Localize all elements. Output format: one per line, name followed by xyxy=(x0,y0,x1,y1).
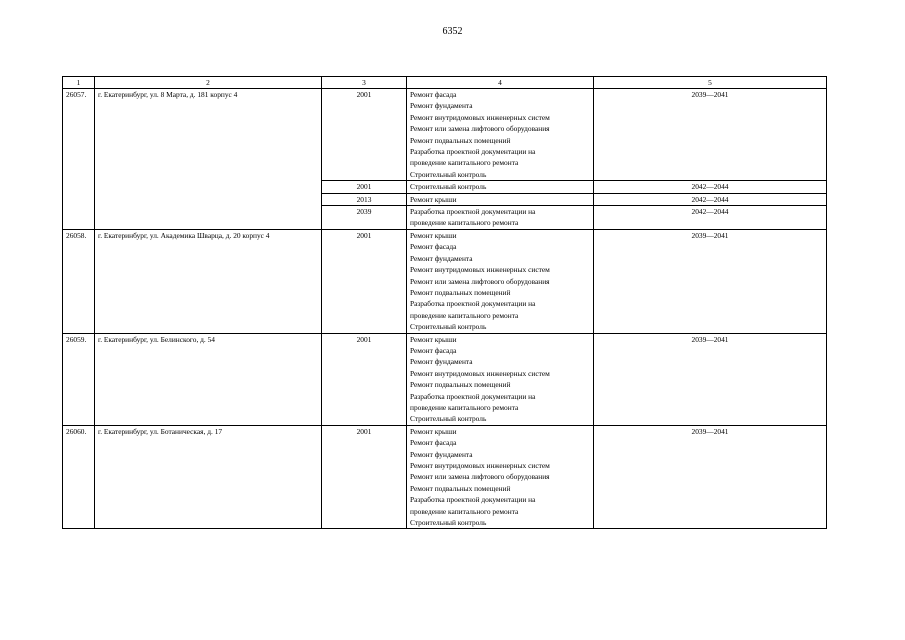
works-cell xyxy=(407,229,594,333)
header-cell-4: 4 xyxy=(407,77,594,89)
works-cell xyxy=(407,181,594,193)
work-item: Ремонт внутридомовых инженерных систем xyxy=(410,265,550,275)
work-item: Ремонт фасада xyxy=(410,438,457,448)
work-item: проведение капитального ремонта xyxy=(410,158,519,168)
table-header-row xyxy=(63,77,827,89)
table-row xyxy=(63,333,827,425)
capital-repair-table xyxy=(62,76,827,529)
work-item: Разработка проектной документации на xyxy=(410,207,536,217)
work-item: Ремонт внутридомовых инженерных систем xyxy=(410,112,550,122)
work-item: Ремонт внутридомовых инженерных систем xyxy=(410,461,550,470)
period-cell: 2042—2044 xyxy=(594,206,827,230)
work-item: Разработка проектной документации на xyxy=(410,391,536,401)
period-cell: 2042—2044 xyxy=(594,193,827,205)
table-row xyxy=(63,229,827,333)
year-cell: 2001 xyxy=(322,181,407,193)
year-cell: 2001 xyxy=(322,89,407,181)
work-item: Строительный контроль xyxy=(410,322,487,332)
table-row xyxy=(63,89,827,181)
address-cell: г. Екатеринбург, ул. Белинского, д. 54 xyxy=(95,333,322,425)
address-cell: г. Екатеринбург, ул. Академика Шварца, д. 20 корпус 4 xyxy=(95,229,322,333)
work-item: проведение капитального ремонта xyxy=(410,218,519,228)
work-item: проведение капитального ремонта xyxy=(410,506,519,516)
row-number: 26057. xyxy=(63,89,95,230)
table-body xyxy=(63,77,827,529)
work-item: Ремонт фундамента xyxy=(410,101,473,111)
works-cell xyxy=(407,333,594,425)
work-item: проведение капитального ремонта xyxy=(410,402,519,412)
work-item: Ремонт фундамента xyxy=(410,449,473,459)
year-cell: 2013 xyxy=(322,193,407,205)
work-item: Строительный контроль xyxy=(410,518,487,528)
period-cell: 2039—2041 xyxy=(594,89,827,181)
period-cell: 2039—2041 xyxy=(594,333,827,425)
work-item: Ремонт подвальных помещений xyxy=(410,483,511,493)
period-cell: 2039—2041 xyxy=(594,425,827,529)
header-cell-3: 3 xyxy=(322,77,407,89)
work-item: Ремонт внутридомовых инженерных систем xyxy=(410,368,550,378)
work-item: Разработка проектной документации на xyxy=(410,299,536,309)
header-cell-2: 2 xyxy=(95,77,322,89)
address-cell: г. Екатеринбург, ул. Ботаническая, д. 17 xyxy=(95,425,322,529)
works-cell xyxy=(407,89,594,181)
work-item: Ремонт подвальных помещений xyxy=(410,135,511,145)
work-item: Ремонт фундамента xyxy=(410,357,473,367)
row-number: 26060. xyxy=(63,425,95,529)
year-cell: 2001 xyxy=(322,425,407,529)
work-item: проведение капитального ремонта xyxy=(410,310,519,320)
work-item: Строительный контроль xyxy=(410,169,487,179)
work-item: Ремонт фасада xyxy=(410,345,457,355)
period-cell: 2039—2041 xyxy=(594,229,827,333)
header-cell-1: 1 xyxy=(63,77,95,89)
year-cell: 2001 xyxy=(322,229,407,333)
year-cell: 2001 xyxy=(322,333,407,425)
work-item: Строительный контроль xyxy=(410,182,487,192)
work-item: Ремонт крыши xyxy=(410,194,457,204)
work-item: Ремонт крыши xyxy=(410,230,457,240)
work-item: Строительный контроль xyxy=(410,414,487,424)
work-item: Разработка проектной документации на xyxy=(410,495,536,505)
work-item: Ремонт крыши xyxy=(410,426,457,436)
work-item: Ремонт подвальных помещений xyxy=(410,380,511,390)
work-item: Ремонт фасада xyxy=(410,90,457,99)
row-number: 26058. xyxy=(63,229,95,333)
work-item: Разработка проектной документации на xyxy=(410,147,536,157)
address-cell: г. Екатеринбург, ул. 8 Марта, д. 181 корпус 4 xyxy=(95,89,322,230)
work-item: Ремонт крыши xyxy=(410,334,457,344)
year-cell: 2039 xyxy=(322,206,407,230)
work-item: Ремонт или замена лифтового оборудования xyxy=(410,124,550,134)
works-cell xyxy=(407,193,594,205)
work-item: Ремонт фасада xyxy=(410,242,457,252)
row-number: 26059. xyxy=(63,333,95,425)
work-item: Ремонт фундамента xyxy=(410,253,473,263)
work-item: Ремонт или замена лифтового оборудования xyxy=(410,276,550,286)
table-row xyxy=(63,425,827,529)
work-item: Ремонт или замена лифтового оборудования xyxy=(410,472,550,482)
header-cell-5: 5 xyxy=(594,77,827,89)
works-cell xyxy=(407,425,594,529)
works-cell xyxy=(407,206,594,230)
page-number: 6352 xyxy=(442,26,463,37)
work-item: Ремонт подвальных помещений xyxy=(410,287,511,297)
period-cell: 2042—2044 xyxy=(594,181,827,193)
